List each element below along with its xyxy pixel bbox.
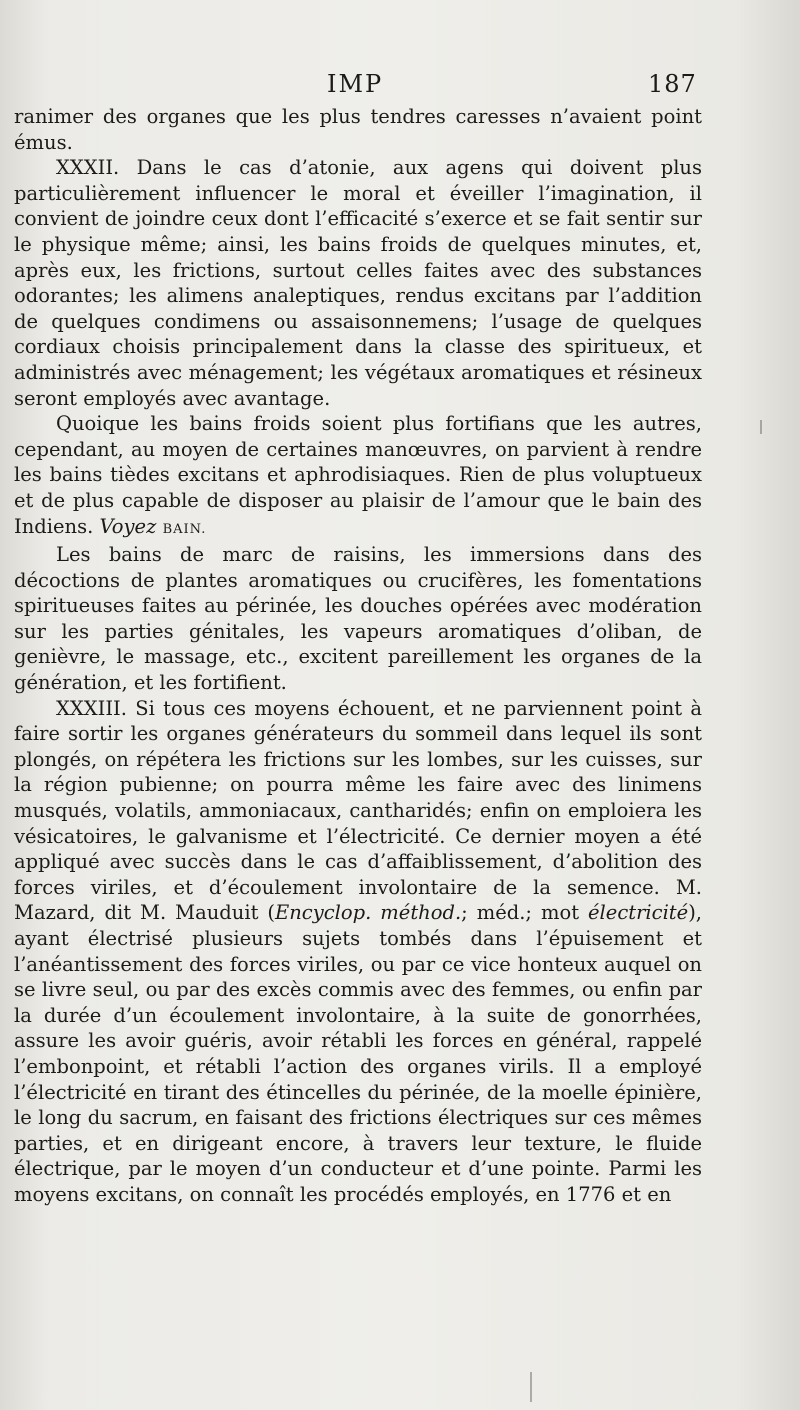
ink-speck (760, 420, 762, 434)
citation-electricite: électricité (588, 901, 689, 925)
page-header (0, 64, 800, 104)
page-number: 187 (648, 70, 697, 98)
paragraph-section-xxxiii (14, 696, 702, 1208)
paragraph-section-xxxii: XXXII. Dans le cas d’atonie, aux agens qui doivent plus particulièrement influencer le moral et éveiller l’imagination, il convient de joindre ceux dont l’efficacité s’exerce et se fait sentir sur le physique même; ainsi, les bains froids de quelques minutes, et, après eux, les frictions, surtout celles faites avec des substances odorantes; les alimens analeptiques, rendus excitans par l’addition de quelques condimens ou assaisonnemens; l’usage de quelques cordiaux choisis principalement dans la classe des spiritueux, et administrés avec ménagement; les végétaux aromatiques et résineux seront employés avec avantage. (14, 156, 702, 410)
running-title: IMP (327, 70, 384, 98)
see-reference: Voyez (99, 514, 157, 538)
cross-reference: BAIN. (162, 521, 207, 537)
section-xxxiii-text-a: XXXIII. Si tous ces moyens échouent, et ne parviennent point à faire sortir les organes générateurs du sommeil dans lequel ils sont plongés, on répétera les frictions sur les lombes, sur les cuisses, sur la région pubienne; on pourra même les faire avec des linimens musqués, volatils, ammoniacaux, cantharidés; enfin on emploiera les vésicatoires, le galvanisme et l’électricité. Ce dernier moyen a été appliqué avec succès dans le cas d’affaiblissement, d’abolition des forces viriles, et d’écoulement involontaire de la semence. M. Mazard, dit M. Mauduit ( (14, 696, 702, 925)
paragraph-bains-text: Quoique les bains froids soient plus fortifians que les autres, cependant, au moyen de certaines manœuvres, on parvient à rendre les bains tièdes excitans et aphrodisiaques. Rien de plus voluptueux et de plus capable de disposer au plaisir de l’amour que le bain des Indiens. (14, 412, 702, 538)
ink-speck (530, 1372, 532, 1402)
body-text (14, 104, 702, 1208)
paragraph-marc: Les bains de marc de raisins, les immersions dans des décoctions de plantes aromatiques ou crucifères, les fomentations spiritueuses faites au périnée, les douches opérées avec modération sur les parties génitales, les vapeurs aromatiques d’oliban, de genièvre, le massage, etc., excitent pareillement les organes de la génération, et les fortifient. (14, 543, 702, 695)
section-xxxiii-text-c: ), ayant électrisé plusieurs sujets tombés dans l’épuisement et l’anéantissement des forces viriles, ou par ce vice honteux auquel on se livre seul, ou par des excès commis avec des femmes, ou enfin par la durée d’un écoulement involontaire, à la suite de gonorrhées, assure les avoir guéris, avoir rétabli les forces en général, rappelé l’embonpoint, et rétabli l’action des organes virils. Il a employé l’électricité en tirant des étincelles du périnée, de la moelle épinière, le long du sacrum, en faisant des frictions électriques sur ces mêmes parties, et en dirigeant encore, à travers leur texture, le fluide électrique, par le moyen d’un conducteur et d’une pointe. Parmi les moyens excitans, on connaît les procédés employés, en 1776 et en (14, 901, 702, 1206)
paragraph-bains (14, 411, 702, 542)
section-xxxiii-text-b: ; méd.; mot (461, 901, 589, 925)
paragraph-continuation: ranimer des organes que les plus tendres caresses n’avaient point émus. (14, 105, 702, 154)
citation-encyclopedie: Encyclop. méthod. (275, 901, 462, 925)
